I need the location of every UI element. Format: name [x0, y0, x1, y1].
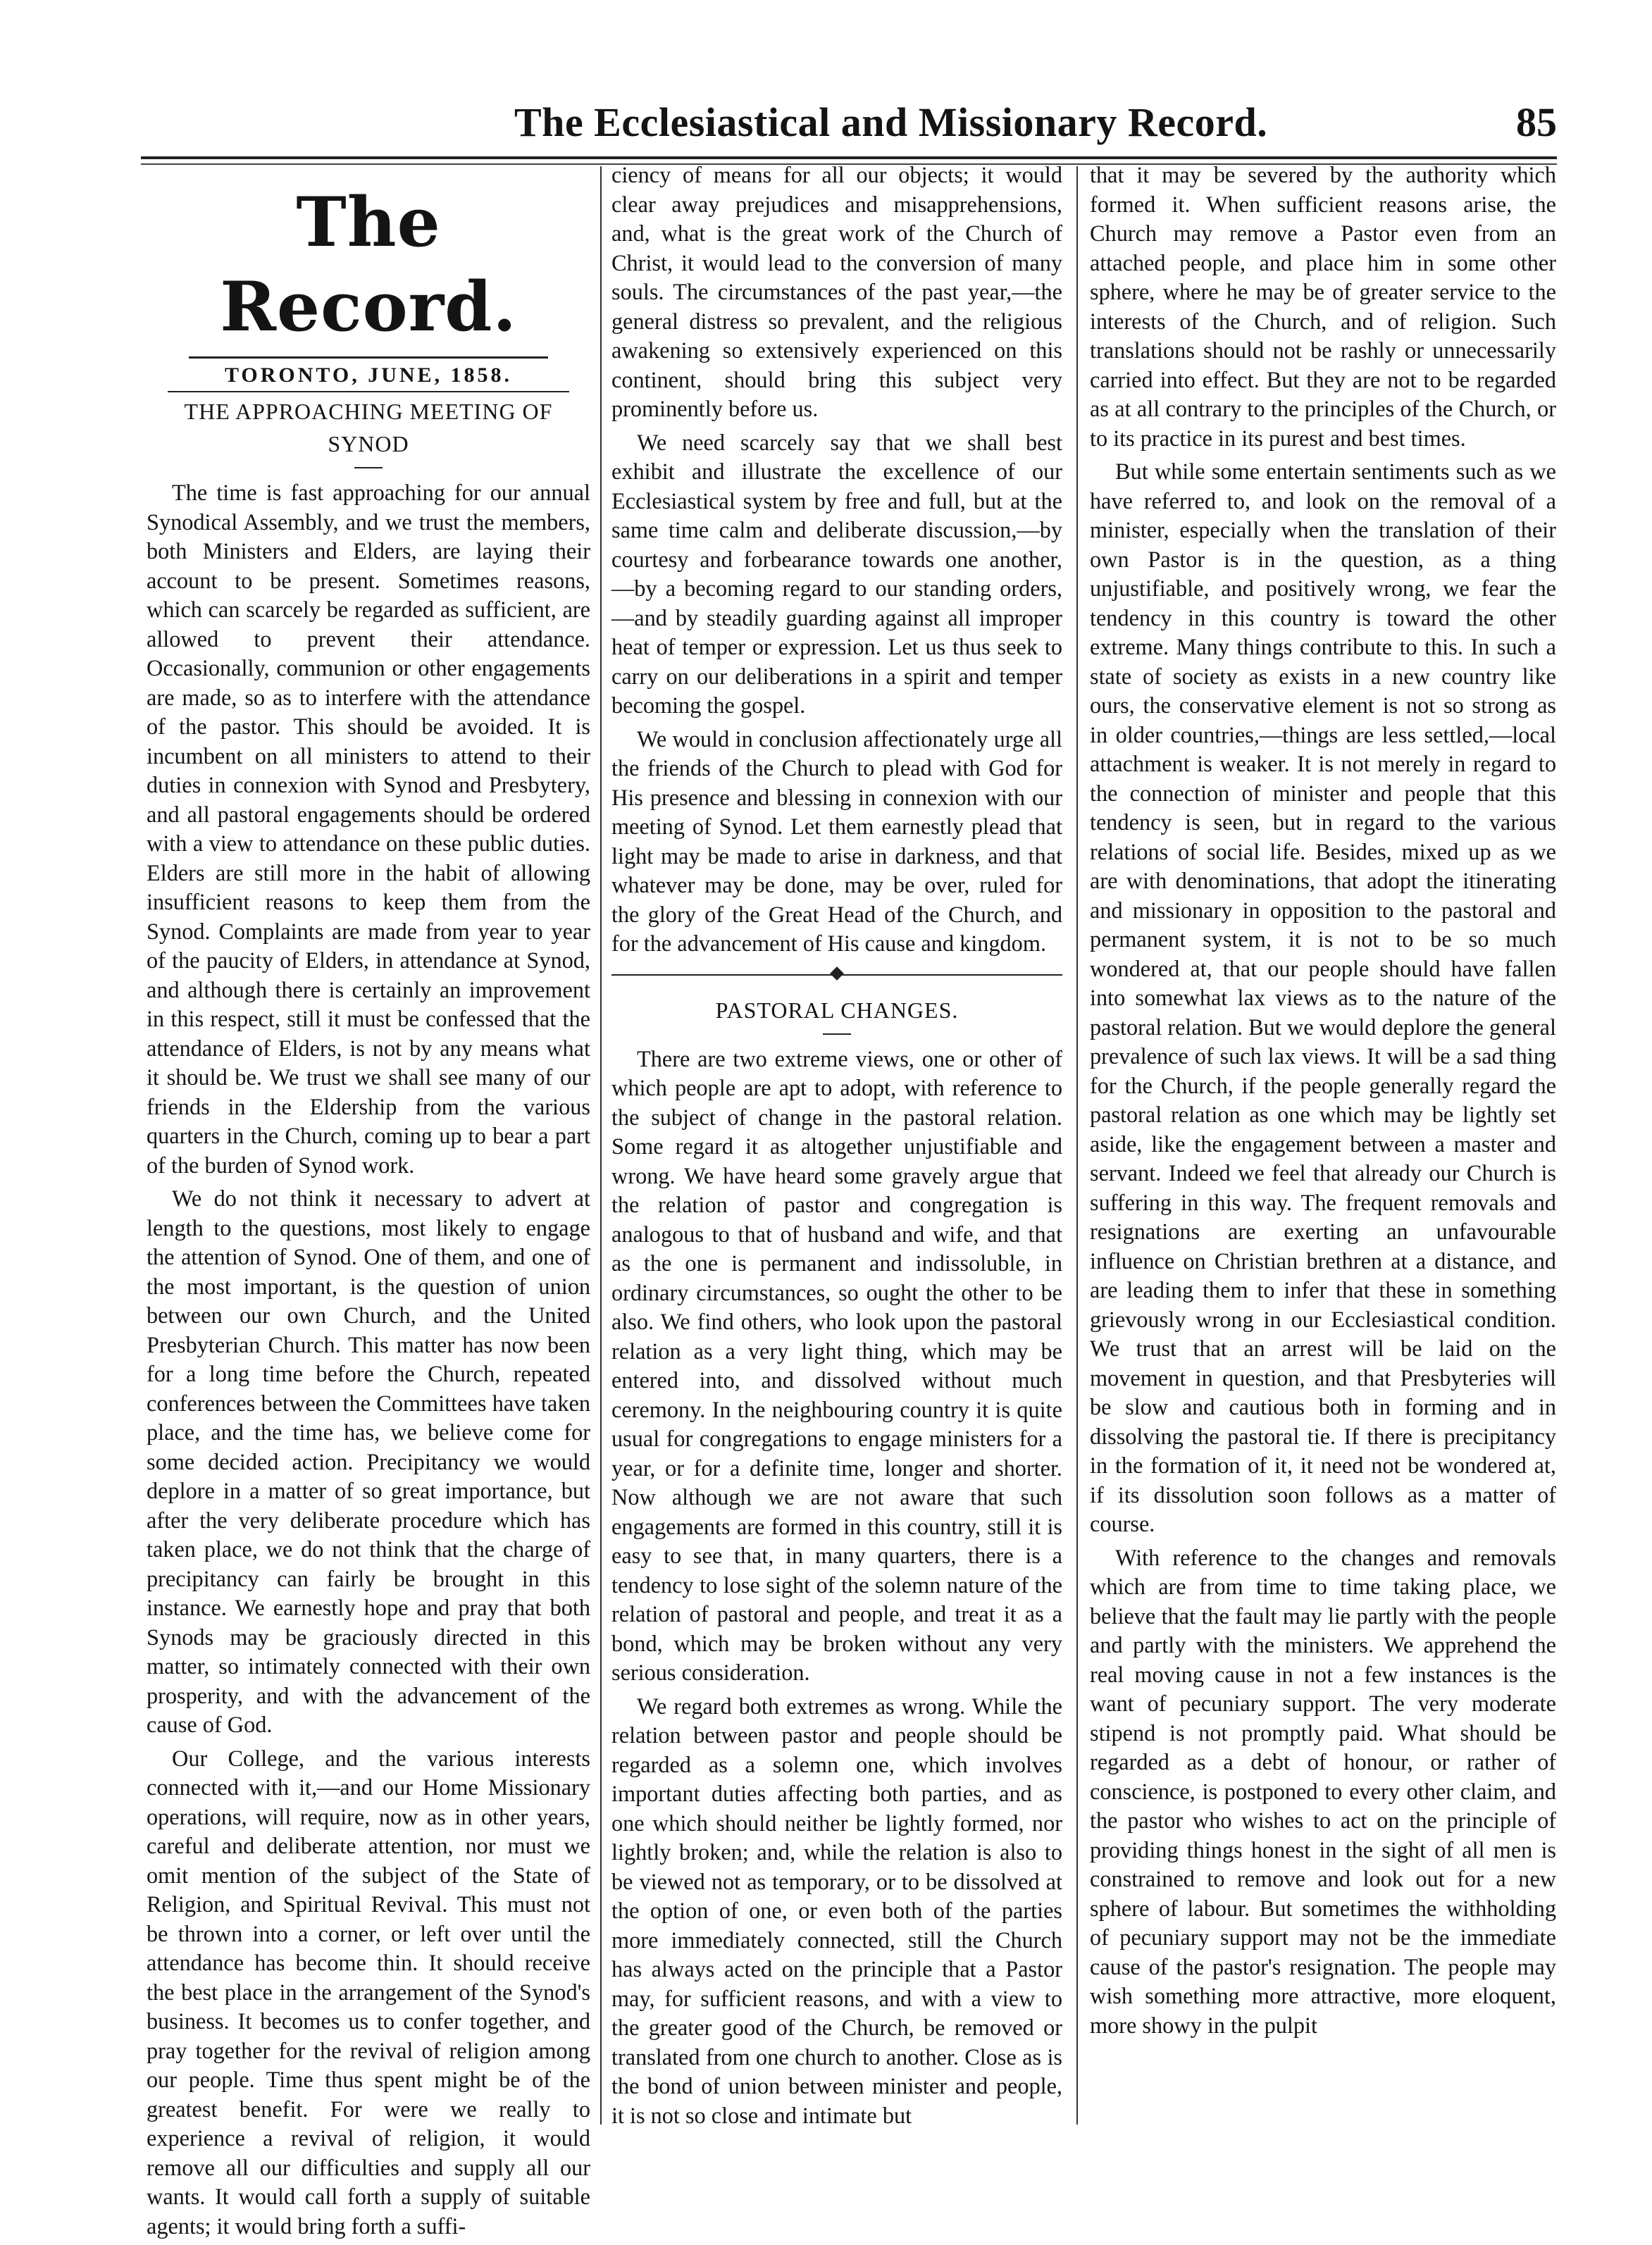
paragraph: We do not think it necessary to advert at length to the questions, most likely to engage the attention of Synod. One of them, and one of the most important, is the question of union between our own Church, and the United Presbyterian Church. This matter has now been for a long time before the Church, repeated conferences between the Committees have taken place, and the time has, we believe come for some decided action. Precipitancy we would deplore in a matter of so great importance, but after the very deliberate procedure which has taken place, we do not think that the charge of precipitancy can fairly be brought in this instance. We earnestly hope and pray that both Synods may be graciously directed in this matter, so intimately connected with their own prosperity, and with the advancement of the cause of God.	[147, 1186, 590, 1737]
paragraph-continued: ciency of means for all our objects; it would clear away prejudices and misapprehensions, and, what is the great work of the Church of Christ, it would lead to the conversion of many souls. The circumstances of the past year,—the general distress so prevalent, and the religious awakening so extensively experienced on this continent, should bring this subject very prominently before us.	[611, 162, 1062, 421]
paragraph: There are two extreme views, one or other of which people are apt to adopt, with reference to the subject of change in the pastoral relation. Some regard it as altogether unjustifiable and wrong. We have heard some gravely argue that the relation of pastor and congregation is analogous to that of husband and wife, and that as the one is permanent and indissoluble, in ordinary circumstances, so ought the other to be also. We find others, who look upon the pastoral relation as a very light thing, which may be entered into, and dissolved without much ceremony. In the neighbouring country it is quite usual for congregations to engage ministers for a year, or for a definite time, longer and shorter. Now although we are not aware that such engagements are formed in this country, still it is easy to see that, in many quarters, there is a tendency to lose sight of the solemn nature of the relation of pastoral and people, and treat it as a bond, which may be broken without any very serious consideration.	[611, 1045, 1062, 1685]
journal-title: The Ecclesiastical and Missionary Record.	[514, 99, 1268, 145]
article-heading-pastoral: PASTORAL CHANGES.	[715, 997, 959, 1023]
section-separator	[611, 964, 1062, 985]
column-1	[147, 166, 590, 2245]
masthead-rule	[189, 356, 548, 359]
column-rule-right	[1076, 166, 1078, 2125]
column-rule-left	[600, 166, 602, 2125]
heading-dash	[823, 1033, 851, 1035]
paragraph: But while some entertain sentiments such as we have referred to, and look on the removal of a minister, especially when the translation of their own Pastor is in the question, as a thing unjustifiable, and positively wrong, we fear the tendency in this country is toward the other extreme. Many things contribute to this. In such a state of society as exists in a new country like ours, the conservative element is not so strong as in older countries,—things are less settled,—local attachment is weaker. It is not merely in regard to the connection of minister and people that this tendency is seen, but in regard to the various relations of social life. Besides, mixed up as we are with denominations, that adopt the itinerating and missionary in opposition to the pastoral and permanent system, it is not to be so much wondered at, that our people should have fallen into somewhat lax views as to the nature of the pastoral relation. But we would deplore the general prevalence of such lax views. It will be a sad thing for the Church, if the people generally regard the pastoral relation as one which may be lightly set aside, like the engagement between a master and servant. Indeed we feel that already our Church is suffering in this way. The frequent removals and resignations are exerting an unfavourable influence on Christian brethren at a distance, and are leading them to infer that these in something grievously wrong in our Ecclesiastical condition. We trust that an arrest will be laid on the movement in question, and that Presbyteries will be slow and cautious both in forming and in dissolving the pastoral tie. If there is precipitancy in the formation of it, it need not be wondered at, if its dissolution soon follows as a matter of course.	[1090, 459, 1556, 1536]
paragraph: We regard both extremes as wrong. While the relation between pastor and people should be regarded as a solemn one, which involves important duties affecting both parties, and as one which should neither be lightly formed, nor lightly broken; and, while the relation is also to be viewed not as temporary, or to be dissolved at the option of one, or even both of the parties more immediately connected, still the Church has always acted on the principle that a Pastor may, for sufficient reasons, and with a view to the greater good of the Church, be removed or translated from one church to another. Close as is the bond of union between minister and people, it is not so close and intimate but	[611, 1693, 1062, 2128]
paragraph: The time is fast approaching for our annual Synodical Assembly, and we trust the members, both Ministers and Elders, are laying their account to be present. Sometimes reasons, which can scarcely be regarded as sufficient, are allowed to prevent their attendance. Occasionally, communion or other engagements are made, so as to interfere with the attendance of the pastor. This should be avoided. It is incumbent on all ministers to attend to their duties in connexion with Synod and Presbytery, and all pastoral engagements should be ordered with a view to attendance on these public duties. Elders are still more in the habit of allowing insufficient reasons to keep them from the Synod. Complaints are made from year to year of the paucity of Elders, in attendance at Synod, and although there is certainly an improvement in this respect, still it must be confessed that the attendance of Elders, is not by any means what it should be. We trust we shall see many of our friends in the Eldership from the various quarters in the Church, coming up to bear a part of the burden of Synod work.	[147, 480, 590, 1178]
paragraph: We need scarcely say that we shall best exhibit and illustrate the excellence of our Ecclesiastical system by free and full, but at the same time calm and deliberate discussion,—by courtesy and forbearance towards one another, —by a becoming regard to our standing orders,—and by steadily guarding against all improper heat of temper or expression. Let us thus seek to carry on our deliberations in a spirit and temper becoming the gospel.	[611, 429, 1062, 718]
heading-dash	[354, 467, 383, 468]
paragraph: Our College, and the various interests connected with it,—and our Home Missionary operations, will require, now as in other years, careful and deliberate attention, nor must we omit mention of the subject of the State of Religion, and Spiritual Revival. This must not be thrown into a corner, or left over until the attendance has become thin. It should receive the best place in the arrangement of the Synod's business. It becomes us to confer together, and pray together for the revival of religion among our people. Time thus spent might be of the greatest benefit. For were we really to experience a revival of religion, it would remove all our difficulties and supply all our wants. It would call forth a supply of suitable agents; it would bring forth a suffi-	[147, 1745, 590, 2239]
page-number: 85	[1516, 99, 1557, 145]
paragraph-continued: that it may be severed by the authority which formed it. When sufficient reasons arise, the Church may remove a Pastor even from an attached people, and place him in some other sphere, where he may be of greater service to the interests of the Church, and of religion. Such translations should not be rashly or unnecessarily carried into effect. But they are not to be regarded as at all contrary to the principles of the Church, or to its practice in its purest and best times.	[1090, 162, 1556, 451]
article-heading-synod: THE APPROACHING MEETING OF SYNOD	[184, 399, 553, 456]
running-header	[120, 99, 1557, 155]
column-3	[1090, 161, 1556, 2044]
paragraph: With reference to the changes and removals which are from time to time taking place, we believe that the fault may lie partly with the people and partly with the ministers. We apprehend the real moving cause in not a few instances is the want of pecuniary support. The very moderate stipend is not promptly paid. What should be regarded as a debt of honour, or rather of conscience, is postponed to every other claim, and the pastor who wishes to act on the principle of providing things honest in the sight of all men is constrained to remove and look out for a new sphere of labour. But sometimes the withholding of pecuniary support may not be the immediate cause of the pastor's resignation. The people may wish something more attractive, more eloquent, more showy in the pulpit	[1090, 1544, 1556, 2038]
paragraph: We would in conclusion affectionately urge all the friends of the Church to plead with God for His presence and blessing in connexion with our meeting of Synod. Let them earnestly plead that light may be made to arise in darkness, and that whatever may be done, may be over, ruled for the glory of the Great Head of the Church, and for the advancement of His cause and kingdom.	[611, 726, 1062, 956]
dateline-rule	[168, 391, 569, 392]
header-rule	[141, 156, 1557, 159]
column-2	[611, 161, 1062, 2134]
masthead-title: The Record.	[220, 182, 517, 347]
dateline: TORONTO, JUNE, 1858.	[224, 363, 513, 387]
